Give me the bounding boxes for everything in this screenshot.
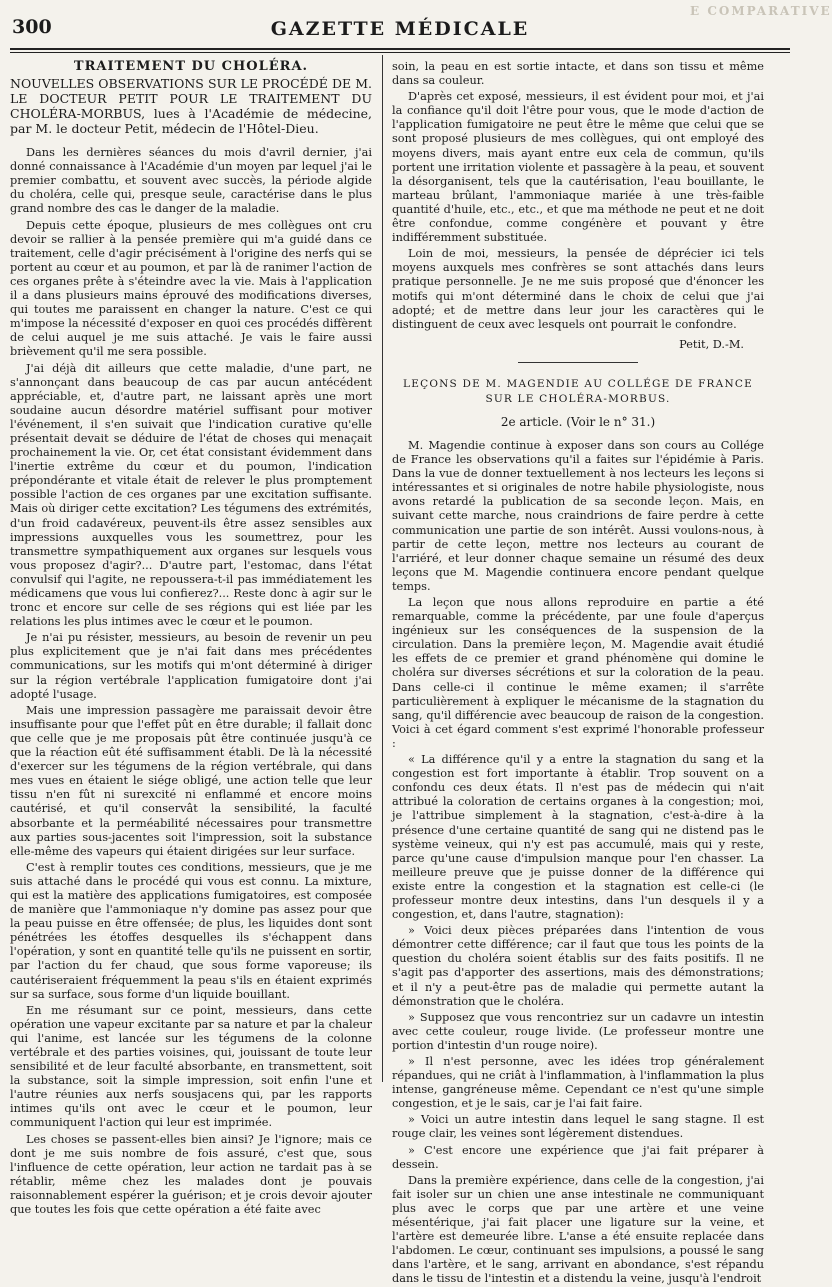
paragraph: Loin de moi, messieurs, la pensée de déprécier ici tels moyens auxquels mes confrères se sont attachés dans leurs pratique personnelle. Je ne me suis proposé que d'énoncer les motifs qui m'ont déterminé dans le choix de celui que j'ai adopté; et de mettre dans leur jour les caractères qui le distinguent de ceux avec lesquels ont pourrait le confondre. (392, 247, 764, 331)
paragraph: Depuis cette époque, plusieurs de mes collègues ont cru devoir se rallier à la pensée première qui m'a guidé dans ce traitement, celle d'agir précisément à l'origine des nerfs qui se portent au cœur et au poumon, et par là de ranimer l'action de ces organes prête à s'éteindre avec la vie. Mais à l'application il a dans plusieurs mains éprouvé des modifications diverses, qui toutes me paraissent en changer la nature. C'est ce qui m'impose la nécessité d'exposer en quoi ces procédés diffèrent de celui auquel je me suis attaché. Je vais le faire aussi brièvement qu'il me sera possible. (10, 218, 372, 359)
signature: Petit, D.-M. (679, 337, 744, 351)
paragraph: Dans les dernières séances du mois d'avril dernier, j'ai donné connaissance à l'Académie d'un moyen par lequel j'ai le premier combattu, et souvent avec succès, la période algide du choléra, celle qui, presque seule, caractérise dans le plus grand nombre des cas le danger de la maladie. (10, 146, 372, 216)
header-rule (10, 48, 790, 50)
paragraph: J'ai déjà dit ailleurs que cette maladie, d'une part, ne s'annonçant dans beaucoup de cas par aucun antécédent appréciable, et, d'autre part, ne laissant après une mort soudaine aucun désordre matériel suffisant pour motiver l'événement, il s'en suivait que l'indication curative qu'elle présentait devait se déduire de l'état de choses qui menaçait prochainement la vie. Or, cet état consistant évidemment dans l'inertie extrême du cœur et du poumon, l'indication prépondérante et vitale était de relever le plus promptement possible l'action de ces organes par une excitation suffisante. Mais où diriger cette excitation? Les tégumens des extrémités, d'un froid cadavéreux, peuvent-ils être assez sensibles aux impressions auxquelles vous les soumettrez, pour les transmettre sympathiquement aux organes sur lesquels vous vous proposez d'agir?... D'autre part, l'estomac, dans l'état convulsif qui l'agite, ne repoussera-t-il pas immédiatement les médicamens que vous lui confierez?... Reste donc à agir sur le tronc et encore sur celle de ses régions qui est liée par les relations les plus intimes avec le cœur et le poumon. (10, 361, 372, 629)
paragraph: Dans la première expérience, dans celle de la congestion, j'ai fait isoler sur un chien une anse intestinale ne communiquant plus avec le corps que par une artère et une veine mésentérique, j'ai fait placer une ligature sur la veine, et l'artère est demeurée libre. L'anse a été ensuite replacée dans l'abdomen. Le cœur, continuant ses impulsions, a poussé le sang dans l'artère, et le sang, arrivant en abondance, s'est répandu dans le tissu de l'intestin et a distendu la veine, jusqu'à l'endroit (392, 1173, 764, 1286)
paragraph: C'est à remplir toutes ces conditions, messieurs, que je me suis attaché dans le procédé qui vous est connu. La mixture, qui est la matière des applications fumigatoires, est composée de manière que l'ammoniaque n'y domine pas assez pour que la peau puisse en être offensée; de plus, les liquides dont sont pénétrées les étoffes desquelles ils s'échappent dans l'opération, y sont en quantité telle qu'ils ne puissent en sortir, par l'action du fer chaud, que sous forme vaporeuse; ils cautériseraient fréquemment la peau s'ils en étaient exprimés sur sa surface, sous forme d'un liquide bouillant. (10, 860, 372, 1001)
section-title: TRAITEMENT DU CHOLÉRA. (73, 59, 309, 74)
page-header (0, 0, 832, 50)
paragraph-continuation: soin, la peau en est sortie intacte, et dans son tissu et même dans sa couleur. (392, 60, 764, 88)
header-rule-thin (10, 52, 790, 53)
paragraph: Mais une impression passagère me paraissait devoir être insuffisante pour que l'effet pût en être durable; il fallait donc que celle que je me proposais pût être continuée jusqu'à ce que la réaction eût été suffisamment établi. De là la nécessité d'exercer sur les tégumens de la région vertébrale, qui dans mes vues en étaient le siége obligé, une action telle que leur tissu n'en fût ni surexcité ni enflammé et encore moins cautérisé, et qu'il conservât la sensibilité, la faculté absorbante et la perméabilité nécessaires pour transmettre aux parties sous-jacentes soit l'impression, soit la substance elle-même des vapeurs qui étaient dirigées sur leur surface. (10, 703, 372, 858)
article-number: 2e article. (Voir le n° 31.) (500, 414, 656, 429)
quote-paragraph: » Il n'est personne, avec les idées trop généralement répandues, qui ne criât à l'inflammation, à l'inflammation la plus intense, gangréneuse même. Cependant ce n'est qu'une simple congestion, et je le sais, car je l'ai fait faire. (392, 1055, 764, 1111)
article-lead: NOUVELLES OBSERVATIONS SUR LE PROCÉDÉ DE M. LE DOCTEUR PETIT POUR LE TRAITEMENT DU CHOLÉRA-MORBUS, lues à l'Académie de médecine, par M. le docteur Petit, médecin de l'Hôtel-Dieu. (10, 76, 372, 137)
bleed-through-text: E COMPARATIVE (690, 4, 832, 18)
quote-paragraph: » Voici un autre intestin dans lequel le sang stagne. Il est rouge clair, les veines sont légèrement distendues. (392, 1113, 764, 1141)
quote-paragraph: » Supposez que vous rencontriez sur un cadavre un intestin avec cette couleur, rouge livide. (Le professeur montre une portion d'intestin d'un rouge noire). (392, 1010, 764, 1052)
quote-paragraph: « La différence qu'il y a entre la stagnation du sang et la congestion est fort importante à établir. Trop souvent on a confondu ces deux états. Il n'est pas de médecin qui n'ait attribué la coloration de certains organes à la congestion; moi, je l'attribue simplement à la stagnation, c'est-à-dire à la présence d'une certaine quantité de sang qui ne distend pas le système veineux, qui n'y est pas accumulé, mais qui y reste, parce qu'une cause d'impulsion manque pour l'en chasser. La meilleure preuve que je puisse donner de la différence qui existe entre la congestion et la stagnation est celle-ci (le professeur montre deux intestins, dans l'un desquels il y a congestion, et, dans l'autre, stagnation): (392, 753, 764, 922)
paragraph: En me résumant sur ce point, messieurs, dans cette opération une vapeur excitante par sa nature et par la chaleur qui l'anime, est lancée sur les tégumens de la colonne vertébrale et des parties voisines, qui, jouissant de toute leur sensibilité et de leur faculté absorbante, en transmettent, soit la substance, soit la simple impression, soit enfin l'une et l'autre réunies aux nerfs sousjacens qui, par les rapports intimes qu'ils ont avec le cœur et le poumon, leur communiquent l'action qui leur est imprimée. (10, 1003, 372, 1130)
page-number: 300 (12, 16, 52, 38)
right-column (392, 60, 764, 1286)
running-title: GAZETTE MÉDICALE (270, 18, 530, 40)
section-separator (518, 362, 638, 363)
paragraph: Je n'ai pu résister, messieurs, au besoin de revenir un peu plus explicitement que je n'ai fait dans mes précédentes communications, sur les motifs qui m'ont déterminé à diriger sur la région vertébrale l'application fumigatoire dont j'ai adopté l'usage. (10, 631, 372, 701)
left-column (10, 59, 372, 1217)
quote-paragraph: » Voici deux pièces préparées dans l'intention de vous démontrer cette différence; car il faut que tous les points de la question du choléra soient établis sur des faits positifs. Il ne s'agit pas d'apporter des assertions, mais des démonstrations; et il n'y a peut-être pas de maladie qui permette autant la démonstration que le choléra. (392, 924, 764, 1008)
column-divider (382, 55, 383, 1082)
paragraph: Les choses se passent-elles bien ainsi? Je l'ignore; mais ce dont je me suis nombre de fois assuré, c'est que, sous l'influence de cette opération, leur action ne tardait pas à se rétablir, même chez les malades dont je pouvais raisonnablement espérer la guérison; et je crois devoir ajouter que toutes les fois que cette opération a été faite avec (10, 1132, 372, 1217)
paragraph: La leçon que nous allons reproduire en partie a été remarquable, comme la précédente, par une foule d'aperçus ingénieux sur les conséquences de la suspension de la circulation. Dans la première leçon, M. Magendie avait étudié les effets de ce premier et grand phénomène qui domine le choléra sur diverses sécrétions et sur la coloration de la peau. Dans celle-ci il continue le même examen; il s'arrête particulièrement à expliquer le mécanisme de la stagnation du sang, qu'il différencie avec beaucoup de raison de la congestion. Voici à cet égard comment s'est exprimé l'honorable professeur : (392, 596, 764, 750)
section-heading: LEÇONS DE M. MAGENDIE AU COLLÉGE DE FRANCE SUR LE CHOLÉRA-MORBUS. (403, 377, 753, 405)
paragraph: D'après cet exposé, messieurs, il est évident pour moi, et j'ai la confiance qu'il doit l'être pour vous, que le mode d'action de l'application fumigatoire ne peut être le même que celui que se sont proposé plusieurs de mes collègues, qui ont employé des moyens divers, mais ayant entre eux cela de commun, qu'ils portent une irritation violente et passagère à la peau, et souvent la désorganisent, tels que la cautérisation, l'eau bouillante, le marteau brûlant, l'ammoniaque mariée à une très-faible quantité d'huile, etc., etc., et que ma méthode ne peut et ne doit être confondue, comme congénère et pouvant y être indifféremment substituée. (392, 90, 764, 245)
quote-paragraph: » C'est encore une expérience que j'ai fait préparer à dessein. (392, 1143, 764, 1171)
paragraph: M. Magendie continue à exposer dans son cours au Collége de France les observations qu'il a faites sur l'épidémie à Paris. Dans la vue de donner textuellement à nos lecteurs les leçons si intéressantes et si originales de notre habile physiologiste, nous avons retardé la publication de sa seconde leçon. Mais, en suivant cette marche, nous craindrions de faire perdre à cette communication une partie de son intérêt. Aussi voulons-nous, à partir de cette leçon, mettre nos lecteurs au courant de l'arriéré, et leur donner chaque semaine un résumé des deux leçons que M. Magendie continuera encore pendant quelque temps. (392, 438, 764, 593)
